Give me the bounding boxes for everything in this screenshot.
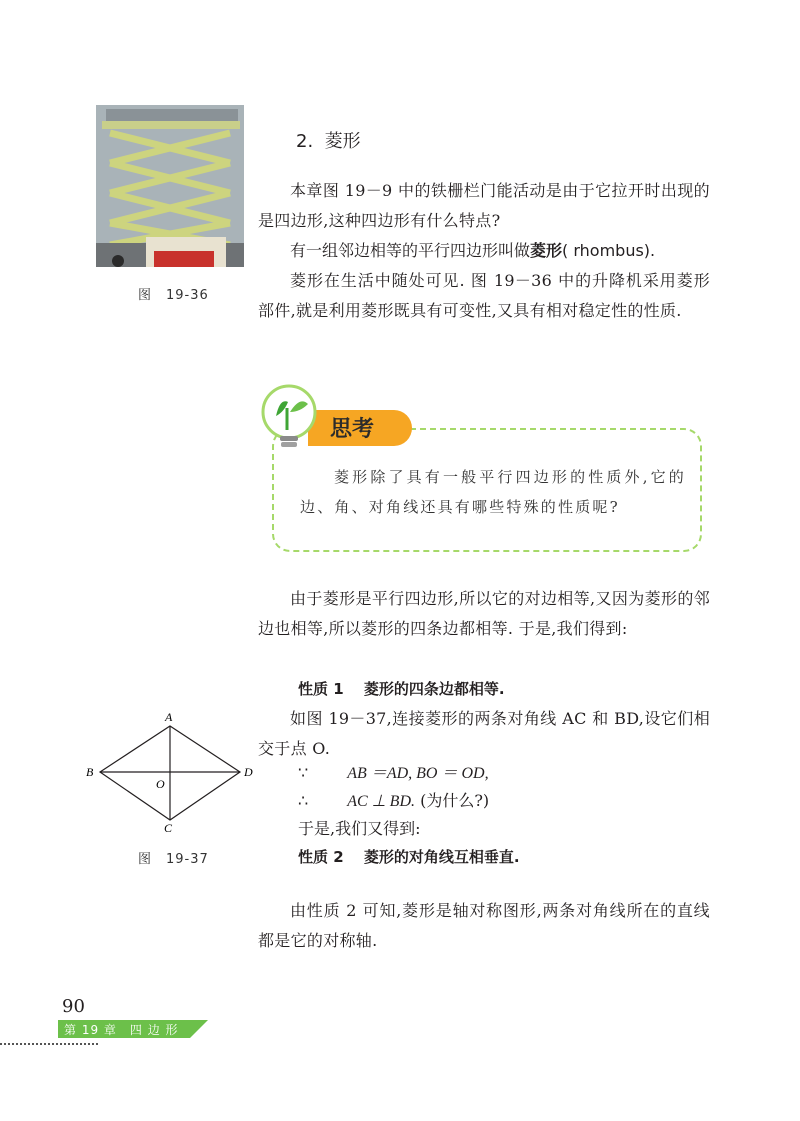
figure-caption-19-36: 图 19-36 bbox=[138, 288, 209, 303]
section-heading bbox=[296, 127, 361, 153]
why-note: (为什么?) bbox=[420, 791, 490, 810]
paragraph-diagonals: 如图 19－37,连接菱形的两条对角线 AC 和 BD,设它们相交于点 O. bbox=[258, 709, 710, 758]
property-1: 性质 1 菱形的四条边都相等. bbox=[298, 680, 505, 698]
paragraph-reasoning: 由于菱形是平行四边形,所以它的对边相等,又因为菱形的邻边也相等,所以菱形的四条边都相等. 于是,我们得到: bbox=[258, 589, 710, 638]
page-number: 90 bbox=[62, 996, 85, 1017]
therefore-line bbox=[298, 786, 750, 817]
equation-1: AB ＝AD, BO ＝ OD, bbox=[347, 765, 489, 782]
definition-term: 菱形 bbox=[530, 241, 563, 260]
paragraph-symmetry: 由性质 2 可知,菱形是轴对称图形,两条对角线所在的直线都是它的对称轴. bbox=[258, 901, 710, 950]
section-title: 菱形 bbox=[324, 131, 361, 152]
vertex-label-b: B bbox=[86, 765, 94, 779]
center-label-o: O bbox=[156, 777, 165, 791]
because-symbol: ∵ bbox=[298, 763, 309, 782]
because-line bbox=[298, 758, 750, 789]
figure-caption-19-37: 图 19-37 bbox=[138, 852, 209, 867]
paragraph-definition bbox=[258, 236, 710, 266]
footer-dotted-rule bbox=[0, 1043, 98, 1047]
definition-text: 有一组邻边相等的平行四边形叫做 bbox=[290, 241, 531, 260]
definition-english: ( rhombus). bbox=[562, 241, 656, 260]
paragraph-intro: 本章图 19－9 中的铁栅栏门能活动是由于它拉开时出现的是四边形,这种四边形有什么特点? bbox=[258, 181, 710, 230]
section-number: 2. bbox=[296, 131, 314, 152]
scissor-lift-photo bbox=[96, 105, 244, 267]
paragraph-application: 菱形在生活中随处可见. 图 19－36 中的升降机采用菱形部件,就是利用菱形既具有可变性,又具有相对稳定性的性质. bbox=[258, 271, 710, 320]
chapter-label: 第 19 章 四 边 形 bbox=[64, 1023, 179, 1037]
think-question: 菱形除了具有一般平行四边形的性质外,它的边、角、对角线还具有哪些特殊的性质呢? bbox=[300, 468, 686, 516]
vertex-label-d: D bbox=[244, 765, 253, 779]
lightbulb-icon bbox=[254, 382, 324, 456]
rhombus-diagram bbox=[84, 708, 264, 842]
scissor-lift-illustration bbox=[96, 105, 244, 267]
therefore-symbol: ∴ bbox=[298, 791, 309, 810]
property-2: 性质 2 菱形的对角线互相垂直. bbox=[298, 848, 520, 866]
think-label: 思考 bbox=[330, 417, 375, 442]
vertex-label-c: C bbox=[164, 821, 173, 835]
equation-2: AC ⊥ BD. bbox=[347, 793, 415, 810]
paragraph-conclusion-intro: 于是,我们又得到: bbox=[298, 819, 421, 838]
vertex-label-a: A bbox=[165, 710, 173, 724]
